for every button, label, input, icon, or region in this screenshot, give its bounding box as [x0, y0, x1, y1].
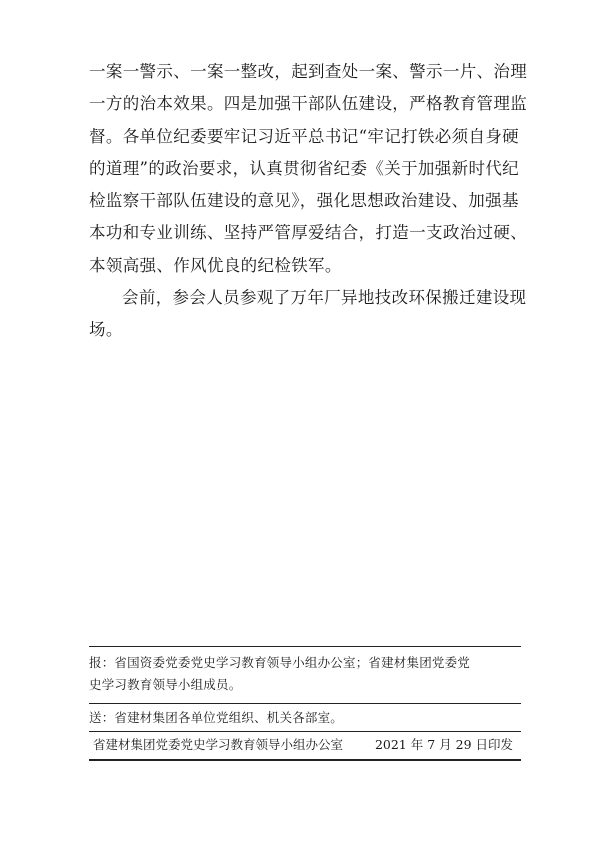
report-send-divider	[89, 703, 521, 704]
issue-date: 2021 年 7 月 29 日印发	[374, 737, 513, 752]
report-to-block	[89, 652, 521, 696]
closing-line-1: 会前，参会人员参观了万年厂异地技改环保搬迁建设现	[122, 288, 527, 308]
footer-top-rule	[89, 646, 521, 647]
body-text	[89, 56, 528, 347]
body-line-7: 本领高强、作风优良的纪检铁军。	[89, 255, 342, 275]
send-to-line: 送：省建材集团各单位党组织、机关各部室。	[89, 710, 344, 725]
body-line-5: 检监察干部队伍建设的意见》，强化思想政治建设、加强基	[89, 191, 519, 211]
closing-line-2: 场。	[89, 320, 123, 340]
body-line-2: 一方的治本效果。四是加强干部队伍建设，严格教育管理监	[89, 94, 528, 114]
body-line-6: 本功和专业训练、坚持严管厚爱结合，打造一支政治过硬、	[89, 223, 528, 243]
body-line-4: 的道理”的政治要求，认真贯彻省纪委《关于加强新时代纪	[89, 158, 520, 178]
body-line-3: 督。各单位纪委要牢记习近平总书记“牢记打铁必须自身硬	[89, 126, 520, 146]
footer-bottom-rule	[89, 759, 521, 761]
send-issuer-divider	[89, 731, 521, 732]
send-to-block	[89, 707, 521, 729]
report-to-line-2: 史学习教育领导小组成员。	[89, 677, 242, 692]
report-to-line-1: 报：省国资委党委党史学习教育领导小组办公室；省建材集团党委党	[89, 655, 471, 670]
issuer-name: 省建材集团党委党史学习教育领导小组办公室	[93, 737, 344, 752]
body-line-1: 一案一警示、一案一整改，起到查处一案、警示一片、治理	[89, 62, 528, 81]
